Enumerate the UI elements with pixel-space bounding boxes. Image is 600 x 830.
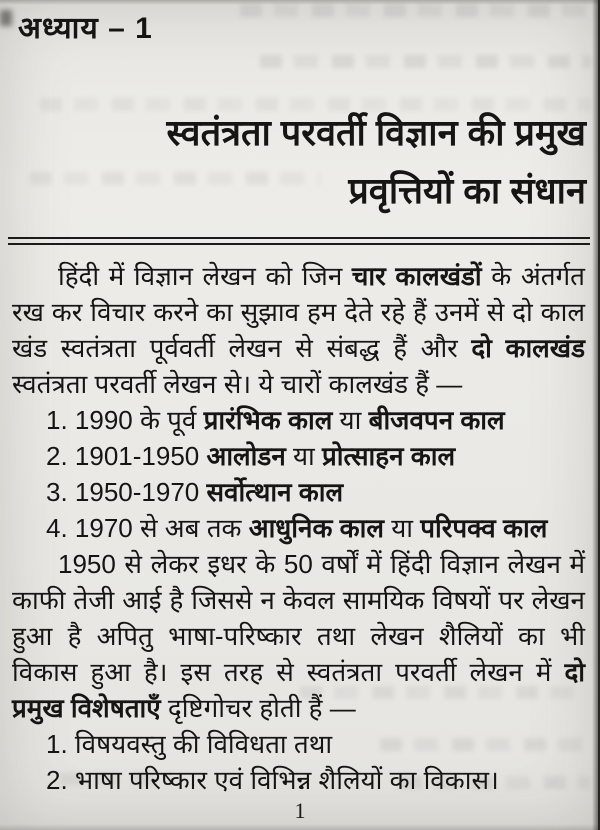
- page-number: 1: [294, 798, 306, 823]
- list-item: [46, 510, 585, 546]
- text-run-bold: आधुनिक काल: [248, 513, 384, 543]
- text-run: या: [332, 405, 369, 435]
- text-run-bold: सर्वोत्थान काल: [206, 477, 344, 507]
- text-run-bold: दो प्रमुख विशेषताएँ: [12, 657, 585, 723]
- text-run: हिंदी में विज्ञान लेखन को जिन: [58, 261, 352, 291]
- title-rule: [8, 237, 590, 245]
- text-run: के अंतर्गत रख कर विचार करने का सुझाव हम देते रहे हैं उनमें से दो काल खंड स्वतंत्रता पूर्ववर्ती लेखन से संबद्ध हैं और: [12, 261, 586, 363]
- text-run: 3. 1950-1970: [46, 477, 207, 507]
- body-text: [12, 258, 585, 798]
- bleed-through-artifact: [240, 4, 592, 17]
- text-run-bold: चार कालखंडों: [351, 261, 482, 291]
- list-item: [46, 438, 585, 474]
- text-run: 4. 1970 से अब तक: [46, 513, 249, 543]
- text-run-bold: बीजवपन काल: [368, 405, 505, 435]
- text-run: दृष्टिगोचर होती हैं —: [160, 693, 356, 723]
- chapter-label: अध्याय – 1: [18, 12, 153, 45]
- text-run: 1. 1990 के पूर्व: [46, 405, 204, 435]
- text-run-bold: दो कालखंड: [471, 333, 585, 363]
- periods-list: [12, 402, 585, 546]
- bleed-through-artifact: [260, 55, 592, 68]
- text-run: 1950 से लेकर इधर के 50 वर्षों में हिंदी विज्ञान लेखन में काफी तेजी आई है जिससे न केवल सामयिक विषयों पर लेखन हुआ है अपितु भाषा-परिष्कार तथा लेखन शैलियों का भी विकास हुआ है। इस तरह से स्वतंत्रता परवर्ती लेखन में: [12, 549, 585, 687]
- chapter-title: [40, 104, 586, 220]
- text-run-bold: आलोडन: [206, 441, 286, 471]
- text-run: या: [383, 513, 421, 543]
- scan-corner-smudge: [0, 10, 12, 26]
- scan-edge-bottom: [0, 824, 600, 830]
- text-run: स्वतंत्रता परवर्ती लेखन से। ये चारों कालखंड हैं —: [12, 369, 463, 399]
- scan-edge-top: [0, 0, 600, 5]
- list-item: 2. भाषा परिष्कार एवं विभिन्न शैलियों का विकास।: [46, 765, 499, 795]
- text-run-bold: प्रारंभिक काल: [203, 405, 333, 435]
- list-item: 1. विषयवस्तु की विविधता तथा: [46, 729, 333, 759]
- scan-edge-right: [592, 0, 600, 830]
- body-paragraph-1: [12, 258, 585, 402]
- title-line-2: प्रवृत्तियों का संधान: [348, 170, 586, 211]
- features-list: [12, 726, 585, 798]
- text-run-bold: परिपक्व काल: [420, 513, 548, 543]
- text-run: 2. 1901-1950: [46, 441, 207, 471]
- text-run: या: [285, 441, 323, 471]
- body-paragraph-2: [12, 546, 585, 726]
- list-item: [46, 402, 585, 438]
- list-item: [46, 474, 585, 510]
- text-run-bold: प्रोत्साहन काल: [322, 441, 456, 471]
- title-line-1: स्वतंत्रता परवर्ती विज्ञान की प्रमुख: [166, 112, 586, 153]
